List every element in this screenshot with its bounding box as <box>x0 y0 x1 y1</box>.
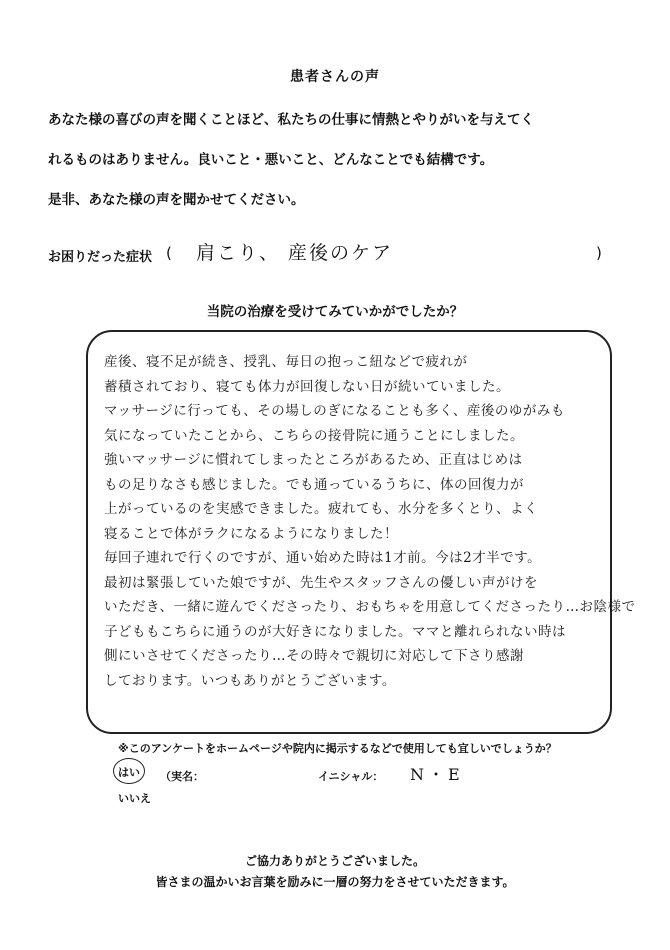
closing-message: 皆さまの温かいお言葉を励みに一層の努力をさせていただきます。 <box>155 875 515 889</box>
answer-line: 寝ることで体がラクになるようになりました！ <box>104 525 398 542</box>
answer-line: 産後、寝不足が続き、授乳、毎日の抱っこ紐などで疲れが <box>104 354 468 370</box>
answer-line: 気になっていたことから、こちらの接骨院に通うことにしました。 <box>104 427 524 444</box>
answer-line: もの足りなさも感じました。でも通っているうちに、体の回復力が <box>104 476 524 493</box>
answer-line: 毎回子連れで行くのですが、通い始めた時は1才前。今は2才半です。 <box>104 550 542 566</box>
answer-line: マッサージに行っても、その場しのぎになることも多く、産後のゆがみも <box>104 403 565 419</box>
symptom-label: お困りだった症状 <box>48 250 153 265</box>
symptom-row <box>48 238 618 272</box>
realname-label: （実名： <box>160 770 204 783</box>
answer-line: いただき、一緒に遊んでくださったり、おもちゃを用意してくださったり…お陰様で <box>104 599 636 615</box>
handwritten-answer <box>104 350 636 693</box>
intro-line-3: 是非、あなた様の声を聞かせてください。 <box>48 192 305 208</box>
consent-yes-option[interactable]: はい <box>118 766 140 779</box>
answer-line: しております。いつもありがとうございます。 <box>104 672 396 689</box>
answer-line: 上がっているのを実感できました。疲れても、水分を多くとり、よく <box>104 501 538 517</box>
symptom-answer: 肩こり、 産後のケア <box>196 242 394 264</box>
paren-close: ) <box>596 244 602 262</box>
treatment-question: 当院の治療を受けてみていかがでしたか？ <box>206 304 464 320</box>
answer-line: 強いマッサージに慣れてしまったところがあるため、正直はじめは <box>104 452 523 468</box>
paren-open: ( <box>166 244 172 262</box>
page-title: 患者さんの声 <box>290 69 380 85</box>
answer-line: 側にいさせてくださったり…その時々で親切に対応して下さり感謝 <box>104 648 524 664</box>
answer-line: 蓄積されており、寝ても体力が回復しない日が続いていました。 <box>104 378 510 395</box>
initial-label: イニシャル： <box>318 770 384 783</box>
intro-line-2: れるものはありません。良いこと・悪いこと、どんなことでも結構です。 <box>48 152 494 168</box>
answer-line: 最初は緊張していた娘ですが、先生やスタッフさんの優しい声がけを <box>104 574 538 591</box>
intro-text <box>48 100 648 220</box>
initial-value: N・E <box>410 765 464 784</box>
consent-no-option[interactable]: いいえ <box>118 792 151 805</box>
answer-line: 子どももこちらに通うのが大好きになりました。ママと離れられない時は <box>104 623 566 640</box>
thanks-message: ご協力ありがとうございました。 <box>244 854 425 868</box>
consent-question: ※このアンケートをホームページや院内に掲示するなどで使用しても宜しいでしょうか？ <box>118 742 557 755</box>
intro-line-1: あなた様の喜びの声を聞くことほど、私たちの仕事に情熱とやりがいを与えてく <box>48 112 534 128</box>
